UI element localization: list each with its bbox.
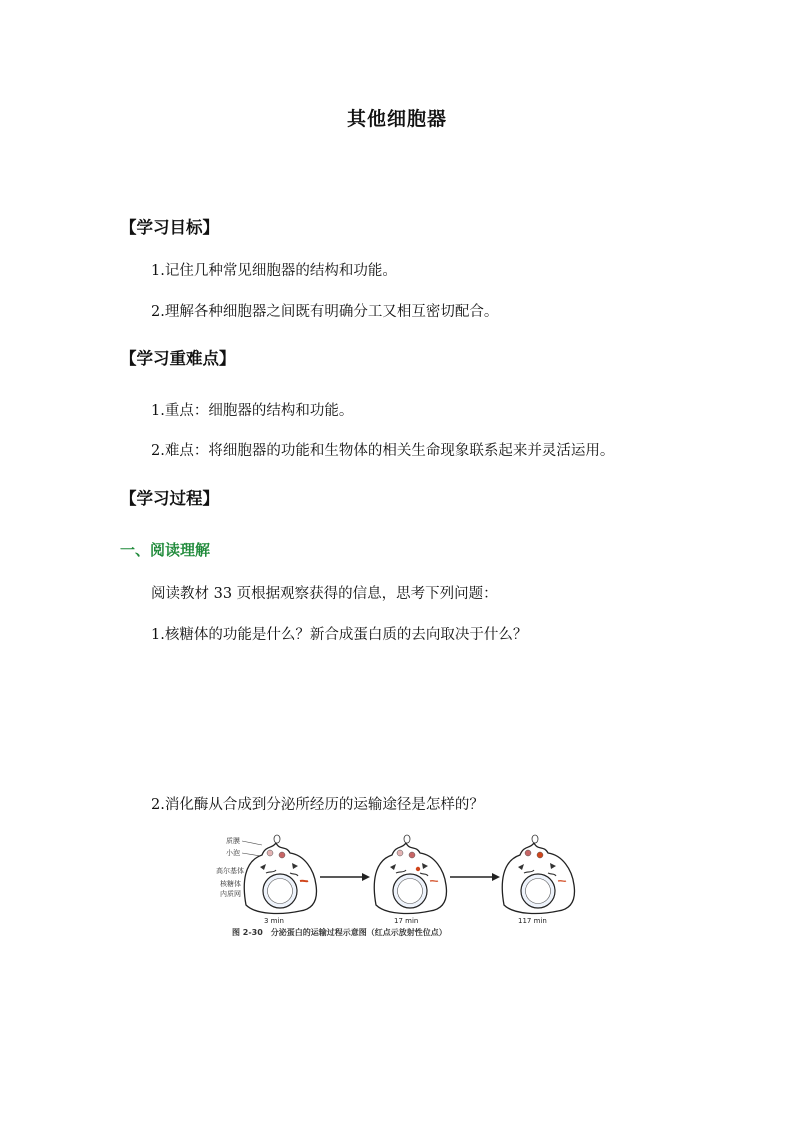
key-point-1: 1.重点：细胞器的结构和功能。 — [151, 403, 354, 419]
cell-3min — [244, 835, 316, 913]
cell-17min — [374, 835, 446, 913]
figure-label-membrane: 质膜 — [226, 837, 240, 845]
section-reading-title: 一、阅读理解 — [120, 541, 211, 559]
key-points-heading: 【学习重难点】 — [120, 349, 236, 368]
cell-117min — [502, 835, 574, 913]
key-point-2: 2.难点：将细胞器的功能和生物体的相关生命现象联系起来并灵活运用。 — [151, 443, 615, 459]
figure-label-er: 内质网 — [220, 890, 241, 898]
figure-label-ribosome: 核糖体 — [220, 880, 241, 888]
page-title: 其他细胞器 — [346, 108, 447, 130]
time-label-3min: 3 min — [264, 917, 284, 925]
arrow-2 — [450, 873, 500, 881]
goal-item-2: 2.理解各种细胞器之间既有明确分工又相互密切配合。 — [151, 304, 499, 320]
section-intro: 阅读教材 33 页根据观察获得的信息，思考下列问题： — [151, 586, 498, 602]
arrow-1 — [320, 873, 370, 881]
question-2: 2.消化酶从合成到分泌所经历的运输途径是怎样的？ — [151, 797, 484, 813]
question-1: 1.核糖体的功能是什么？新合成蛋白质的去向取决于什么？ — [151, 627, 528, 643]
time-label-17min: 17 min — [394, 917, 419, 925]
goal-item-1: 1.记住几种常见细胞器的结构和功能。 — [151, 263, 397, 279]
figure-label-vesicle: 小泡 — [226, 849, 240, 857]
process-heading: 【学习过程】 — [120, 489, 219, 508]
secretory-protein-figure — [216, 833, 582, 939]
goals-heading: 【学习目标】 — [120, 218, 219, 237]
figure-caption: 图 2-30 分泌蛋白的运输过程示意图（红点示放射性位点） — [232, 928, 447, 937]
figure-label-golgi: 高尔基体 — [216, 867, 244, 875]
time-label-117min: 117 min — [518, 917, 547, 925]
